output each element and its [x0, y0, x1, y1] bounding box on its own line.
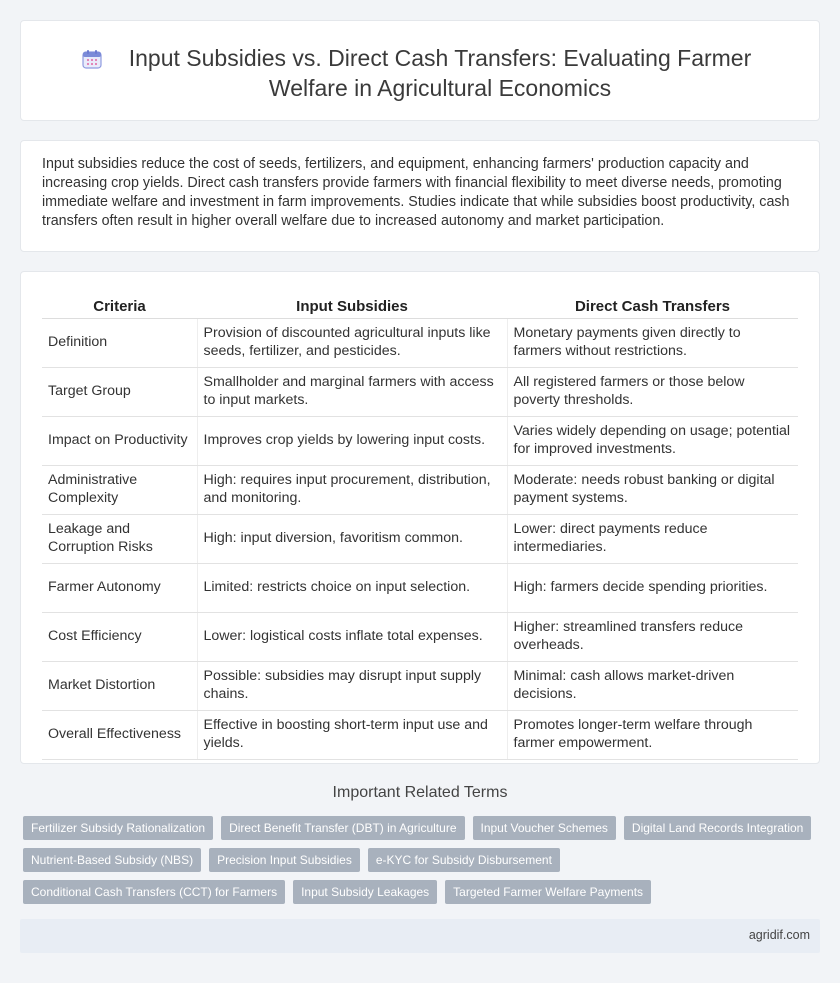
footer-site-link[interactable]: agridif.com: [748, 928, 810, 942]
criteria-cell: Impact on Productivity: [42, 416, 197, 465]
related-term-tag[interactable]: Direct Benefit Transfer (DBT) in Agriculture: [221, 816, 464, 840]
header-input-subsidies: Input Subsidies: [197, 296, 507, 318]
input-subsidies-cell: Effective in boosting short-term input use and yields.: [197, 710, 507, 759]
cash-transfers-cell: Minimal: cash allows market-driven decisions.: [507, 661, 798, 710]
input-subsidies-cell: High: requires input procurement, distribution, and monitoring.: [197, 465, 507, 514]
criteria-cell: Target Group: [42, 367, 197, 416]
comparison-table: [42, 296, 798, 760]
intro-card: [20, 140, 820, 252]
footer: [20, 919, 820, 953]
cash-transfers-cell: Lower: direct payments reduce intermediaries.: [507, 514, 798, 563]
input-subsidies-cell: Limited: restricts choice on input selection.: [197, 563, 507, 612]
related-term-tag[interactable]: Targeted Farmer Welfare Payments: [445, 880, 651, 904]
criteria-cell: Leakage and Corruption Risks: [42, 514, 197, 563]
table-row: [42, 367, 798, 416]
intro-text: Input subsidies reduce the cost of seeds, fertilizers, and equipment, enhancing farmers' production capacity and increasing crop yields. Direct cash transfers provide farmers with financial flexibility to meet diverse needs, promoting immediate welfare and investment in farm improvements. Studies indicate that while subsidies boost productivity, cash transfers often result in higher overall welfare due to increased autonomy and market participation.: [42, 156, 790, 229]
related-term-tag[interactable]: Input Voucher Schemes: [473, 816, 616, 840]
comparison-card: [20, 271, 820, 764]
input-subsidies-cell: Lower: logistical costs inflate total expenses.: [197, 612, 507, 661]
table-row: [42, 514, 798, 563]
header-card: [20, 20, 820, 121]
table-row: [42, 612, 798, 661]
header-criteria: Criteria: [42, 296, 197, 318]
header-direct-cash-transfers: Direct Cash Transfers: [507, 296, 798, 318]
cash-transfers-cell: Monetary payments given directly to farmers without restrictions.: [507, 318, 798, 367]
cash-transfers-cell: Varies widely depending on usage; potential for improved investments.: [507, 416, 798, 465]
input-subsidies-cell: Provision of discounted agricultural inputs like seeds, fertilizer, and pesticides.: [197, 318, 507, 367]
table-row: [42, 416, 798, 465]
related-term-tag[interactable]: Input Subsidy Leakages: [293, 880, 437, 904]
related-term-tag[interactable]: Nutrient-Based Subsidy (NBS): [23, 848, 201, 872]
page-title: Input Subsidies vs. Direct Cash Transfers: Evaluating Farmer Welfare in Agricultural Economics: [128, 45, 752, 101]
criteria-cell: Cost Efficiency: [42, 612, 197, 661]
cash-transfers-cell: High: farmers decide spending priorities.: [507, 563, 798, 612]
input-subsidies-cell: Smallholder and marginal farmers with access to input markets.: [197, 367, 507, 416]
table-row: [42, 661, 798, 710]
table-row: [42, 318, 798, 367]
cash-transfers-cell: Moderate: needs robust banking or digital payment systems.: [507, 465, 798, 514]
related-term-tag[interactable]: Precision Input Subsidies: [209, 848, 360, 872]
table-row: [42, 563, 798, 612]
criteria-cell: Overall Effectiveness: [42, 710, 197, 759]
input-subsidies-cell: High: input diversion, favoritism common.: [197, 514, 507, 563]
criteria-cell: Market Distortion: [42, 661, 197, 710]
criteria-cell: Administrative Complexity: [42, 465, 197, 514]
cash-transfers-cell: Promotes longer-term welfare through farmer empowerment.: [507, 710, 798, 759]
table-row: [42, 465, 798, 514]
input-subsidies-cell: Possible: subsidies may disrupt input supply chains.: [197, 661, 507, 710]
cash-transfers-cell: Higher: streamlined transfers reduce overheads.: [507, 612, 798, 661]
criteria-cell: Definition: [42, 318, 197, 367]
related-term-tag[interactable]: e-KYC for Subsidy Disbursement: [368, 848, 560, 872]
related-terms-list: [23, 816, 823, 912]
related-term-tag[interactable]: Conditional Cash Transfers (CCT) for Farmers: [23, 880, 285, 904]
table-row: [42, 710, 798, 759]
input-subsidies-cell: Improves crop yields by lowering input costs.: [197, 416, 507, 465]
related-terms-title: Important Related Terms: [332, 784, 508, 801]
related-term-tag[interactable]: Digital Land Records Integration: [624, 816, 811, 840]
criteria-cell: Farmer Autonomy: [42, 563, 197, 612]
table-header-row: [42, 296, 798, 318]
related-term-tag[interactable]: Fertilizer Subsidy Rationalization: [23, 816, 213, 840]
cash-transfers-cell: All registered farmers or those below poverty thresholds.: [507, 367, 798, 416]
